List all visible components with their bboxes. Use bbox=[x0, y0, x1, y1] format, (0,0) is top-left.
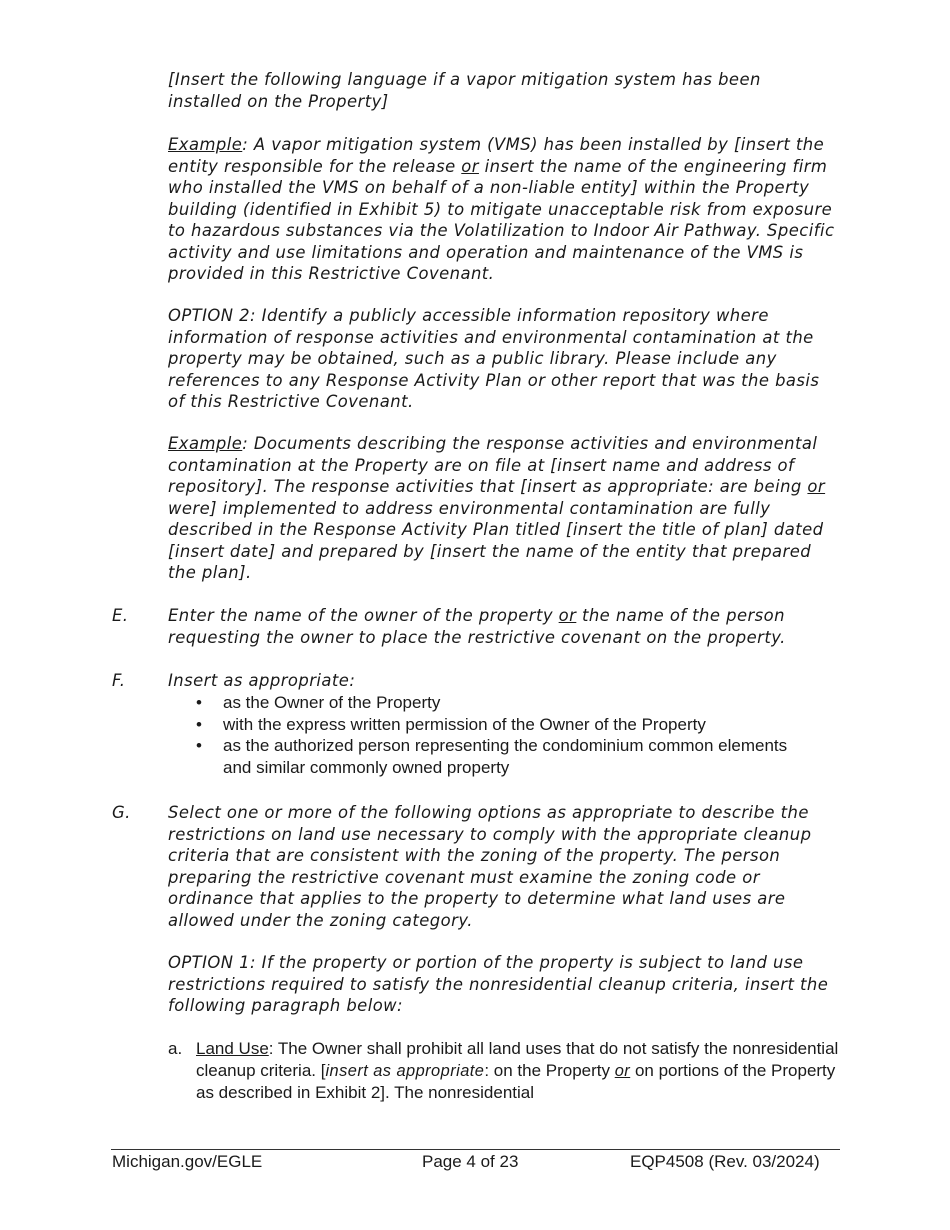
example-label: Example bbox=[168, 135, 243, 154]
example-label: Example bbox=[168, 434, 243, 453]
list-item: • with the express written permission of the Owner of the Property bbox=[196, 714, 706, 734]
item-g-label: G. bbox=[112, 803, 131, 822]
footer-form-id: EQP4508 (Rev. 03/2024) bbox=[630, 1152, 820, 1171]
land-use-text: Land Use: The Owner shall prohibit all land uses that do not satisfy the nonresidential cleanup criteria. [insert as appropriate: on the Property or on portions of the Property as described in Exhibit 2]. The nonresidential bbox=[196, 1039, 839, 1102]
bullet-icon: • bbox=[196, 693, 202, 712]
item-e-text: Enter the name of the owner of the property or the name of the person requesting the owner to place the restrictive covenant on the property. bbox=[168, 606, 786, 647]
item-f-label: F. bbox=[112, 671, 126, 690]
item-g-text: Select one or more of the following options as appropriate to describe the restrictions on land use necessary to comply with the appropriate cleanup criteria that are consistent with the zoning of the property. The person preparing the restrictive covenant must examine the zoning code or ordinance that applies to the property to determine what land uses are allowed under the zoning category. bbox=[168, 803, 812, 930]
bullet-icon: • bbox=[196, 714, 202, 734]
vms-instruction: [Insert the following language if a vapor mitigation system has been installed on the Property] bbox=[168, 70, 761, 111]
footer-page-number: Page 4 of 23 bbox=[422, 1152, 519, 1171]
option-2-paragraph: OPTION 2: Identify a publicly accessible information repository where information of response activities and environmental contamination at the property may be obtained, such as a public library. Please include any references to any Response Activity Plan or other report that was the basis of this Restrictive Covenant. bbox=[168, 306, 820, 411]
option-1-paragraph: OPTION 1: If the property or portion of the property is subject to land use restrictions required to satisfy the nonresidential cleanup criteria, insert the following paragraph below: bbox=[168, 953, 829, 1015]
item-f-bullet-list bbox=[196, 692, 796, 778]
list-item: • as the authorized person representing the condominium common elements and similar commonly owned property bbox=[196, 736, 788, 777]
item-f-text: Insert as appropriate: bbox=[168, 671, 356, 690]
repository-example-paragraph: Example: Documents describing the response activities and environmental contamination at the Property are on file at [insert name and address of repository]. The response activities that [insert as appropriate: are being or were] implemented to address environmental contamination are fully described in the Response Activity Plan titled [insert the title of plan] dated [insert date] and prepared by [insert the name of the entity that prepared the plan]. bbox=[168, 434, 826, 582]
vms-example-paragraph: Example: A vapor mitigation system (VMS) has been installed by [insert the entity responsible for the release or insert the name of the engineering firm who installed the VMS on behalf of a non-liable entity] within the Property building (identified in Exhibit 5) to mitigate unacceptable risk from exposure to hazardous substances via the Volatilization to Indoor Air Pathway. Specific activity and use limitations and operation and maintenance of the VMS is provided in this Restrictive Covenant. bbox=[168, 135, 835, 283]
bullet-icon: • bbox=[196, 736, 202, 755]
item-e-label: E. bbox=[112, 606, 129, 625]
list-item: • as the Owner of the Property bbox=[196, 693, 441, 712]
footer-website: Michigan.gov/EGLE bbox=[112, 1152, 263, 1171]
footer-divider bbox=[111, 1149, 840, 1150]
land-use-title: Land Use bbox=[196, 1039, 269, 1058]
sub-item-label: a. bbox=[168, 1039, 183, 1058]
